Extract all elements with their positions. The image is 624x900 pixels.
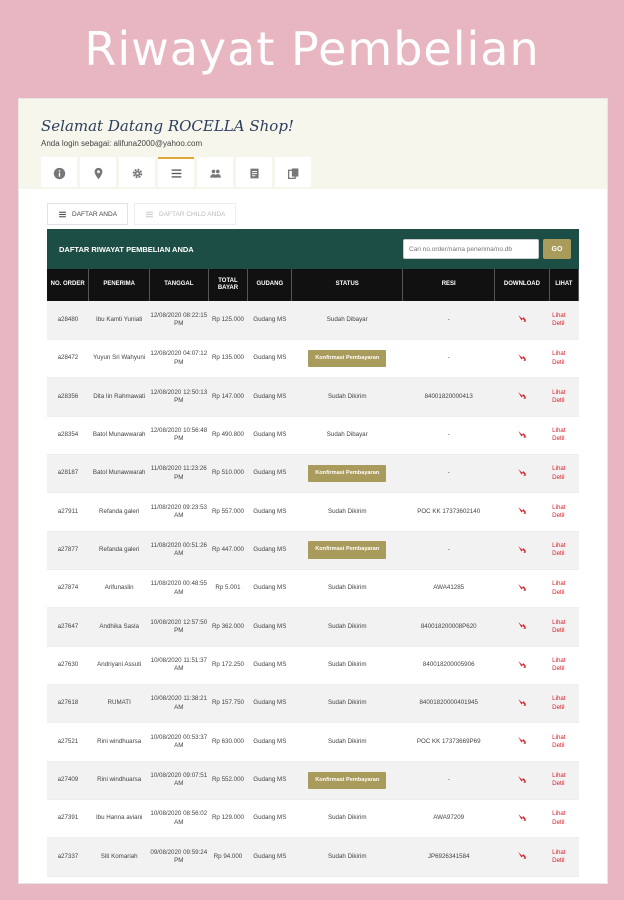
view-detail-link[interactable]: Lihat Detil [549,723,578,761]
download-cell[interactable] [495,646,549,684]
warehouse: Gudang MS [248,416,292,454]
header-penerima[interactable]: PENERIMA [89,269,150,301]
order-date: 10/08/2020 12:57:50 PM [150,608,209,646]
download-icon [517,390,527,400]
download-cell[interactable] [495,454,549,492]
header-gudang[interactable]: GUDANG [248,269,292,301]
main-content [41,189,579,883]
warehouse: Gudang MS [248,838,292,876]
tracking-number: 84001820000401945 [403,684,495,722]
list-icon [170,167,183,180]
table-row [47,339,579,377]
confirm-payment-button[interactable]: Konfirmasi Pembayaran [308,541,386,559]
tracking-number: AWA41285 [403,569,495,607]
header-no-order[interactable]: NO. ORDER [47,269,89,301]
view-detail-link[interactable]: Lihat Detil [549,339,578,377]
order-date: 09/08/2020 09:59:24 PM [150,838,209,876]
table-header-row [47,269,579,301]
download-icon [517,352,527,362]
order-date: 10/08/2020 00:53:37 AM [150,723,209,761]
warehouse: Gudang MS [248,569,292,607]
warehouse: Gudang MS [248,339,292,377]
status-cell [292,339,403,377]
status-cell: Sudah Dikirim [292,378,403,416]
confirm-payment-button[interactable]: Konfirmasi Pembayaran [308,772,386,790]
table-row [47,646,579,684]
tracking-number: - [403,761,495,799]
table-row [47,838,579,876]
tab-info[interactable] [41,157,77,187]
status-cell: Sudah Dikirim [292,646,403,684]
download-icon [517,429,527,439]
total-payment: Rp 362.000 [208,608,248,646]
info-icon [53,167,66,180]
order-number: a27630 [47,646,89,684]
header-total[interactable]: TOTAL BAYAR [208,269,248,301]
tracking-number: - [403,416,495,454]
go-button[interactable]: GO [543,239,571,259]
download-icon [517,582,527,592]
recipient-name: Rini windhuarsa [89,761,150,799]
view-detail-link[interactable]: Lihat Detil [549,301,578,339]
status-cell: Sudah Dikirim [292,799,403,837]
tab-location[interactable] [80,157,116,187]
order-number: a27409 [47,761,89,799]
warehouse: Gudang MS [248,684,292,722]
tracking-number: POC KK 17373669P69 [403,723,495,761]
order-date: 10/08/2020 09:07:51 AM [150,761,209,799]
order-date: 10/08/2020 11:38:21 AM [150,684,209,722]
view-detail-link[interactable]: Lihat Detil [549,799,578,837]
copy-icon [287,167,300,180]
download-icon [517,697,527,707]
status-cell [292,454,403,492]
recipient-name: Ibu Hanna aviani [89,799,150,837]
tracking-number: - [403,339,495,377]
header-lihat[interactable]: LIHAT [549,269,578,301]
download-cell[interactable] [495,416,549,454]
table-row [47,684,579,722]
tracking-number: - [403,301,495,339]
tab-document[interactable] [236,157,272,187]
warehouse: Gudang MS [248,723,292,761]
recipient-name: Rini windhuarsa [89,723,150,761]
list-icon [58,210,67,219]
banner [0,0,624,98]
total-payment: Rp 125.000 [208,301,248,339]
welcome-text: Selamat Datang ROCELLA Shop! [41,117,294,135]
table-row [47,569,579,607]
list-icon [145,210,154,219]
tracking-number: AWA97209 [403,799,495,837]
total-payment: Rp 94.000 [208,838,248,876]
download-cell[interactable] [495,761,549,799]
tracking-number: 840018200005906 [403,646,495,684]
recipient-name: Arifunaslin [89,569,150,607]
warehouse: Gudang MS [248,799,292,837]
table-row [47,723,579,761]
status-cell [292,531,403,569]
status-cell: Sudah Dibayar [292,416,403,454]
total-payment: Rp 135.000 [208,339,248,377]
recipient-name: Yuyun Sri Wahyuni [89,339,150,377]
order-date: 12/08/2020 12:50:13 PM [150,378,209,416]
tracking-number: 84001820000413 [403,378,495,416]
tab-users[interactable] [197,157,233,187]
header-bar [19,99,607,189]
order-number: a27521 [47,723,89,761]
order-number: a27647 [47,608,89,646]
total-payment: Rp 557.000 [208,493,248,531]
tab-copy[interactable] [275,157,311,187]
login-info: Anda login sebagai: alifuna2000@yahoo.com [41,139,203,148]
recipient-name: Dita Iin Rahmawati [89,378,150,416]
warehouse: Gudang MS [248,608,292,646]
total-payment: Rp 172.250 [208,646,248,684]
download-cell[interactable] [495,493,549,531]
tracking-number: 840018200008P620 [403,608,495,646]
view-detail-link[interactable]: Lihat Detil [549,416,578,454]
table-row [47,416,579,454]
download-cell[interactable] [495,378,549,416]
order-history-table [47,269,579,877]
download-icon [517,467,527,477]
tracking-number: - [403,454,495,492]
order-number: a28187 [47,454,89,492]
table-row [47,799,579,837]
download-cell[interactable] [495,569,549,607]
view-detail-link[interactable]: Lihat Detil [549,378,578,416]
search-input[interactable] [403,239,539,259]
download-icon [517,505,527,515]
recipient-name: Batol Munawwarah [89,416,150,454]
total-payment: Rp 157.750 [208,684,248,722]
download-icon [517,544,527,554]
tracking-number: JP6926341584 [403,838,495,876]
list-title: DAFTAR RIWAYAT PEMBELIAN ANDA [59,244,194,254]
view-detail-link[interactable]: Lihat Detil [549,608,578,646]
view-detail-link[interactable]: Lihat Detil [549,838,578,876]
warehouse: Gudang MS [248,301,292,339]
status-cell: Sudah Dikirim [292,493,403,531]
view-detail-link[interactable]: Lihat Detil [549,531,578,569]
subtabs [47,203,236,225]
gear-icon [131,167,144,180]
order-number: a27391 [47,799,89,837]
recipient-name: Ibu Kamti Yuniati [89,301,150,339]
total-payment: Rp 129.000 [208,799,248,837]
order-date: 12/08/2020 08:22:15 PM [150,301,209,339]
recipient-name: Refanda galeri [89,493,150,531]
table-row [47,454,579,492]
view-detail-link[interactable]: Lihat Detil [549,646,578,684]
download-cell[interactable] [495,838,549,876]
table-row [47,493,579,531]
view-detail-link[interactable]: Lihat Detil [549,569,578,607]
order-date: 12/08/2020 04:07:12 PM [150,339,209,377]
order-number: a28356 [47,378,89,416]
confirm-payment-button[interactable]: Konfirmasi Pembayaran [308,350,386,368]
order-number: a28354 [47,416,89,454]
warehouse: Gudang MS [248,454,292,492]
download-cell[interactable] [495,531,549,569]
download-icon [517,620,527,630]
download-cell[interactable] [495,301,549,339]
warehouse: Gudang MS [248,531,292,569]
subtab-daftar-child[interactable] [134,203,236,225]
order-date: 12/08/2020 10:56:48 PM [150,416,209,454]
download-icon [517,735,527,745]
order-date: 11/08/2020 09:23:53 AM [150,493,209,531]
download-cell[interactable] [495,723,549,761]
subtab-daftar-child-label: DAFTAR CHILD ANDA [159,210,226,218]
order-number: a27877 [47,531,89,569]
status-cell [292,761,403,799]
status-cell: Sudah Dikirim [292,569,403,607]
warehouse: Gudang MS [248,378,292,416]
view-detail-link[interactable]: Lihat Detil [549,761,578,799]
view-detail-link[interactable]: Lihat Detil [549,454,578,492]
recipient-name: Andriyani Assuti [89,646,150,684]
total-payment: Rp 552.000 [208,761,248,799]
order-number: a27337 [47,838,89,876]
tab-list[interactable] [158,157,194,187]
status-cell: Sudah Dikirim [292,723,403,761]
header-download[interactable]: DOWNLOAD [495,269,549,301]
warehouse: Gudang MS [248,761,292,799]
order-date: 11/08/2020 11:23:26 PM [150,454,209,492]
order-number: a27618 [47,684,89,722]
recipient-name: RUMATI [89,684,150,722]
table-row [47,608,579,646]
download-cell[interactable] [495,684,549,722]
recipient-name: Refanda galeri [89,531,150,569]
order-number: a28480 [47,301,89,339]
table-row [47,301,579,339]
status-cell: Sudah Dibayar [292,301,403,339]
location-pin-icon [92,167,105,180]
warehouse: Gudang MS [248,493,292,531]
status-cell: Sudah Dikirim [292,838,403,876]
view-detail-link[interactable]: Lihat Detil [549,493,578,531]
total-payment: Rp 447.000 [208,531,248,569]
tracking-number: - [403,531,495,569]
total-payment: Rp 630.000 [208,723,248,761]
download-icon [517,812,527,822]
table-row [47,761,579,799]
table-row [47,378,579,416]
icon-tabs [41,157,311,187]
order-date: 11/08/2020 00:48:55 AM [150,569,209,607]
order-number: a28472 [47,339,89,377]
total-payment: Rp 5.001 [208,569,248,607]
subtab-daftar-anda[interactable] [47,203,128,225]
total-payment: Rp 490.800 [208,416,248,454]
header-tanggal[interactable]: TANGGAL [150,269,209,301]
warehouse: Gudang MS [248,646,292,684]
download-cell[interactable] [495,799,549,837]
recipient-name: Andhika Sasla [89,608,150,646]
order-number: a27874 [47,569,89,607]
tab-settings[interactable] [119,157,155,187]
list-header [47,229,579,269]
users-icon [209,167,222,180]
download-icon [517,850,527,860]
order-date: 10/08/2020 11:51:37 AM [150,646,209,684]
subtab-daftar-anda-label: DAFTAR ANDA [72,210,118,218]
download-cell[interactable] [495,339,549,377]
document-icon [248,167,261,180]
table-row [47,531,579,569]
total-payment: Rp 510.000 [208,454,248,492]
app-frame [18,98,608,884]
order-date: 11/08/2020 00:51:26 AM [150,531,209,569]
header-resi[interactable]: RESI [403,269,495,301]
header-status[interactable]: STATUS [292,269,403,301]
download-icon [517,774,527,784]
recipient-name: Siti Komariah [89,838,150,876]
confirm-payment-button[interactable]: Konfirmasi Pembayaran [308,465,386,483]
download-icon [517,313,527,323]
tracking-number: POC KK 17373602140 [403,493,495,531]
total-payment: Rp 147.000 [208,378,248,416]
view-detail-link[interactable]: Lihat Detil [549,684,578,722]
status-cell: Sudah Dikirim [292,608,403,646]
status-cell: Sudah Dikirim [292,684,403,722]
order-date: 10/08/2020 08:56:02 AM [150,799,209,837]
download-icon [517,659,527,669]
recipient-name: Batol Munawwarah [89,454,150,492]
download-cell[interactable] [495,608,549,646]
banner-title: Riwayat Pembelian [84,22,540,76]
order-number: a27911 [47,493,89,531]
